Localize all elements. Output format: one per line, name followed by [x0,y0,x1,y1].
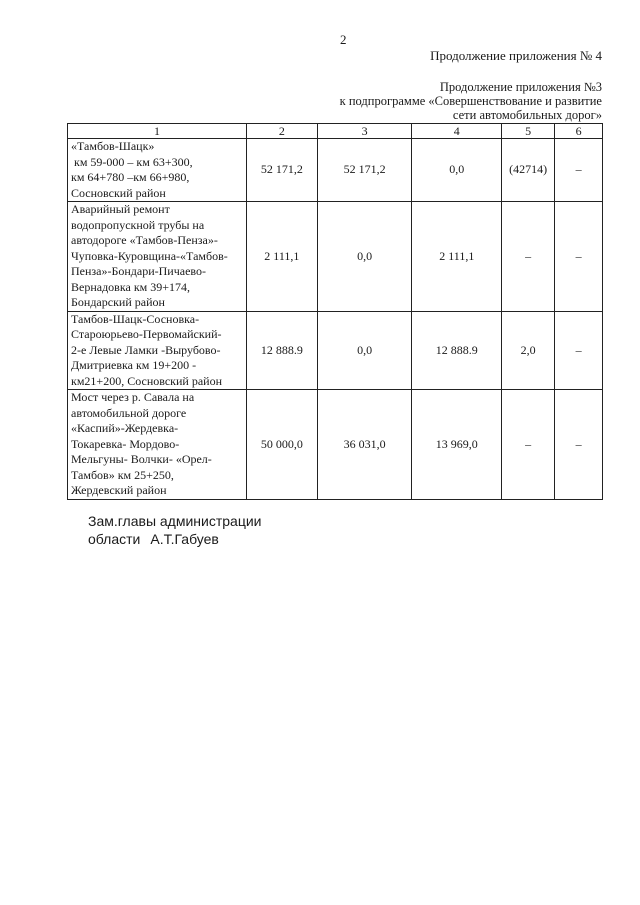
annex-title: Продолжение приложения № 4 [430,48,602,63]
value-cell: 0,0 [317,311,412,390]
value-cell: 2 111,1 [246,202,317,312]
value-cell: 12 888.9 [412,311,502,390]
text-line: Бондарский район [71,295,165,309]
text-line: Аварийный ремонт [71,202,170,216]
text-line: автодороге «Тамбов-Пенза»- [71,233,218,247]
text-line: Тамбов-Шацк-Сосновка- [71,311,200,326]
table-row [68,139,603,202]
object-name-cell [68,311,247,390]
value-cell: 50 000,0 [246,390,317,500]
text-line: Чуповка-Куровщина-«Тамбов- [71,248,228,263]
value-cell: – [502,202,555,312]
object-name-cell [68,202,247,312]
value-cell: 36 031,0 [317,390,412,500]
text-line: Токаревка- Мордово- [71,436,180,451]
value-cell: 52 171,2 [317,139,412,202]
signature-name: А.Т.Габуев [150,531,219,547]
page-number: 2 [340,32,347,47]
text-line: Староюрьево-Первомайский- [71,327,222,341]
value-cell: 0,0 [317,202,412,312]
text-line: Сосновский район [71,185,166,200]
signature-region: области [88,531,141,547]
value-cell: (42714) [502,139,555,202]
text-line: «Тамбов-Шацк» [71,139,155,153]
object-name-cell [68,139,247,202]
text-line: км 59-000 – км 63+300, [71,154,193,169]
value-cell: – [555,311,603,390]
value-cell: 12 888.9 [246,311,317,390]
text-line: Пенза»-Бондари-Пичаево- [71,264,206,278]
signature-position: Зам.главы администрации [88,513,262,529]
table-row [68,311,603,390]
object-name-cell [68,390,247,500]
continuation-line-1: Продолжение приложения №3 [439,80,602,94]
value-cell: – [555,139,603,202]
text-line: Мельгуны- Волчки- «Орел- [71,452,212,466]
column-header: 1 [68,124,247,139]
value-cell: – [502,390,555,500]
text-line: автомобильной дороге [71,405,187,420]
value-cell: – [555,202,603,312]
table-header-row [68,124,603,139]
signature-name-line [88,530,262,548]
text-line: Вернадовка км 39+174, [71,279,191,294]
signature-block [88,512,262,548]
column-header: 6 [555,124,603,139]
table-row [68,202,603,312]
text-line: км21+200, Сосновский район [71,373,223,388]
text-line: Тамбов» км 25+250, [71,467,174,482]
text-line: км 64+780 –км 66+980, [71,170,190,184]
text-line: Жердевский район [71,483,167,497]
continuation-header [340,80,602,122]
column-header: 5 [502,124,555,139]
text-line: водопропускной трубы на [71,217,205,232]
text-line: Мост через р. Савала на [71,390,195,404]
value-cell: 52 171,2 [246,139,317,202]
value-cell: 13 969,0 [412,390,502,500]
value-cell: 2,0 [502,311,555,390]
table-row [68,390,603,500]
continuation-line-3: сети автомобильных дорог» [452,108,602,122]
column-header: 2 [246,124,317,139]
text-line: «Каспий»-Жердевка- [71,421,179,435]
text-line: 2-е Левые Ламки -Вырубово- [71,342,221,357]
text-line: Дмитриевка км 19+200 - [71,358,197,372]
appendix-table [67,123,603,500]
value-cell: 2 111,1 [412,202,502,312]
column-header: 4 [412,124,502,139]
column-header: 3 [317,124,412,139]
value-cell: 0,0 [412,139,502,202]
value-cell: – [555,390,603,500]
continuation-line-2: к подпрограмме «Совершенствование и развитие [339,94,602,108]
